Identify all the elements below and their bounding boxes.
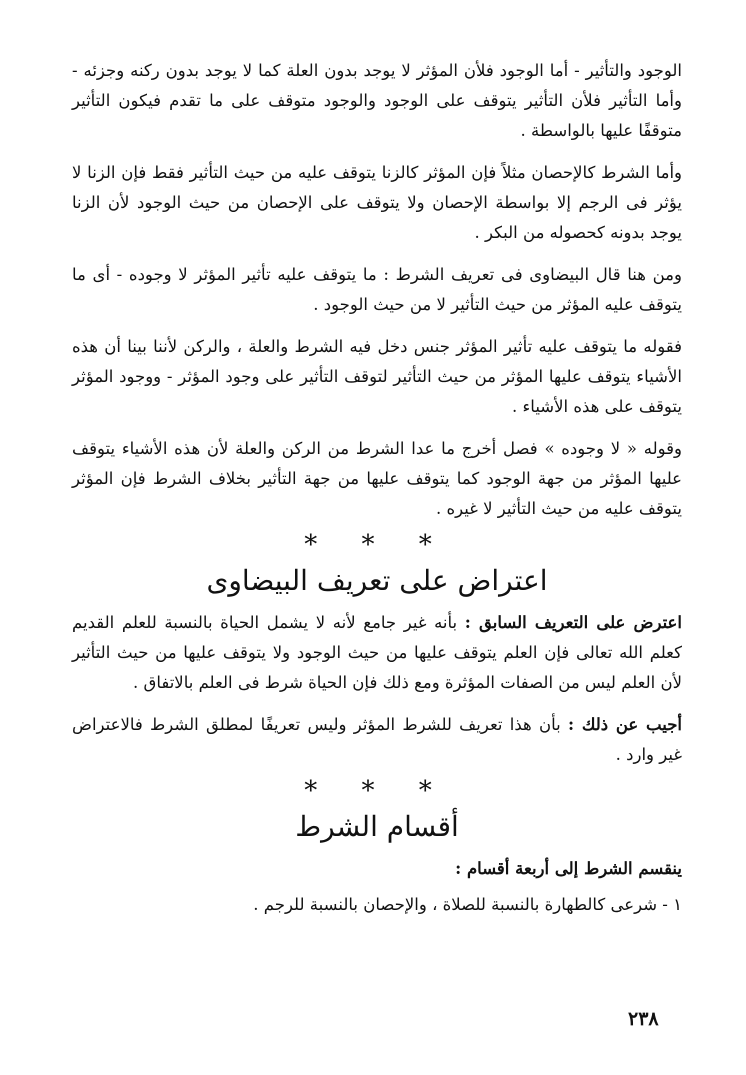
paragraph-existence-effect: الوجود والتأثير - أما الوجود فلأن المؤثر لا يوجد بدون العلة كما لا يوجد بدون ركنه وجزئه - وأما التأثير فلأن التأثير يتوقف على الوجود والوجود متوقف على ما تقدم فيكون التأثير متوقفًا عليها بالواسطة . — [72, 61, 682, 140]
separator-stars: * * * — [304, 530, 450, 560]
paragraph-answer — [72, 710, 682, 770]
answer-lead: أجيب عن ذلك : — [567, 715, 682, 734]
section-title-divisions: أقسام الشرط — [295, 810, 459, 843]
paragraph-baydawi-definition: ومن هنا قال البيضاوى فى تعريف الشرط : ما يتوقف عليه تأثير المؤثر لا وجوده - أى ما يتوقف عليه المؤثر من حيث التأثير لا من حيث الوجود . — [72, 265, 682, 314]
objection-text: بأنه غير جامع لأنه لا يشمل الحياة بالنسبة للعلم القديم كعلم الله تعالى فإن العلم يتوقف عليها من حيث الوجود ولا يتوقف عليها من حيث التأثير لأن العلم ليس من الصفات المؤثرة ومع ذلك فإن الحياة شرط فى العلم بالاتفاق . — [72, 613, 682, 692]
separator-stars-second: * * * — [304, 776, 450, 806]
paragraph-objection — [72, 608, 682, 698]
section-title-objection: اعتراض على تعريف البيضاوى — [206, 564, 548, 597]
objection-lead: اعترض على التعريف السابق : — [464, 613, 682, 632]
division-item-1: ١ - شرعى كالطهارة بالنسبة للصلاة ، والإحصان بالنسبة للرجم . — [253, 895, 682, 914]
page-number: ٢٣٨ — [628, 1008, 659, 1030]
paragraph-genus-explanation: فقوله ما يتوقف عليه تأثير المؤثر جنس دخل فيه الشرط والعلة ، والركن لأننا بينا أن هذه الأشياء يتوقف عليها المؤثر من حيث التأثير لتوقف التأثير على وجود المؤثر - ووجود المؤثر يتوقف على هذه الأشياء . — [72, 337, 682, 416]
page-body — [72, 56, 682, 920]
answer-text: بأن هذا تعريف للشرط المؤثر وليس تعريفًا لمطلق الشرط فالاعتراض غير وارد . — [72, 715, 682, 764]
paragraph-differentia-explanation: وقوله « لا وجوده » فصل أخرج ما عدا الشرط من الركن والعلة لأن هذه الأشياء يتوقف عليها المؤثر من جهة الوجود كما يتوقف عليها من جهة التأثير بخلاف الشرط فإن المؤثر يتوقف عليه من حيث التأثير لا غيره . — [72, 439, 682, 518]
divisions-intro: ينقسم الشرط إلى أربعة أقسام : — [455, 859, 682, 878]
paragraph-condition-example: وأما الشرط كالإحصان مثلاً فإن المؤثر كالزنا يتوقف عليه من حيث التأثير فقط فإن الزنا لا يؤثر فى الرجم إلا بواسطة الإحصان ولا يتوقف على الإحصان من حيث الوجود لأن الزنا يوجد بدونه كحصوله من البكر . — [72, 163, 682, 242]
